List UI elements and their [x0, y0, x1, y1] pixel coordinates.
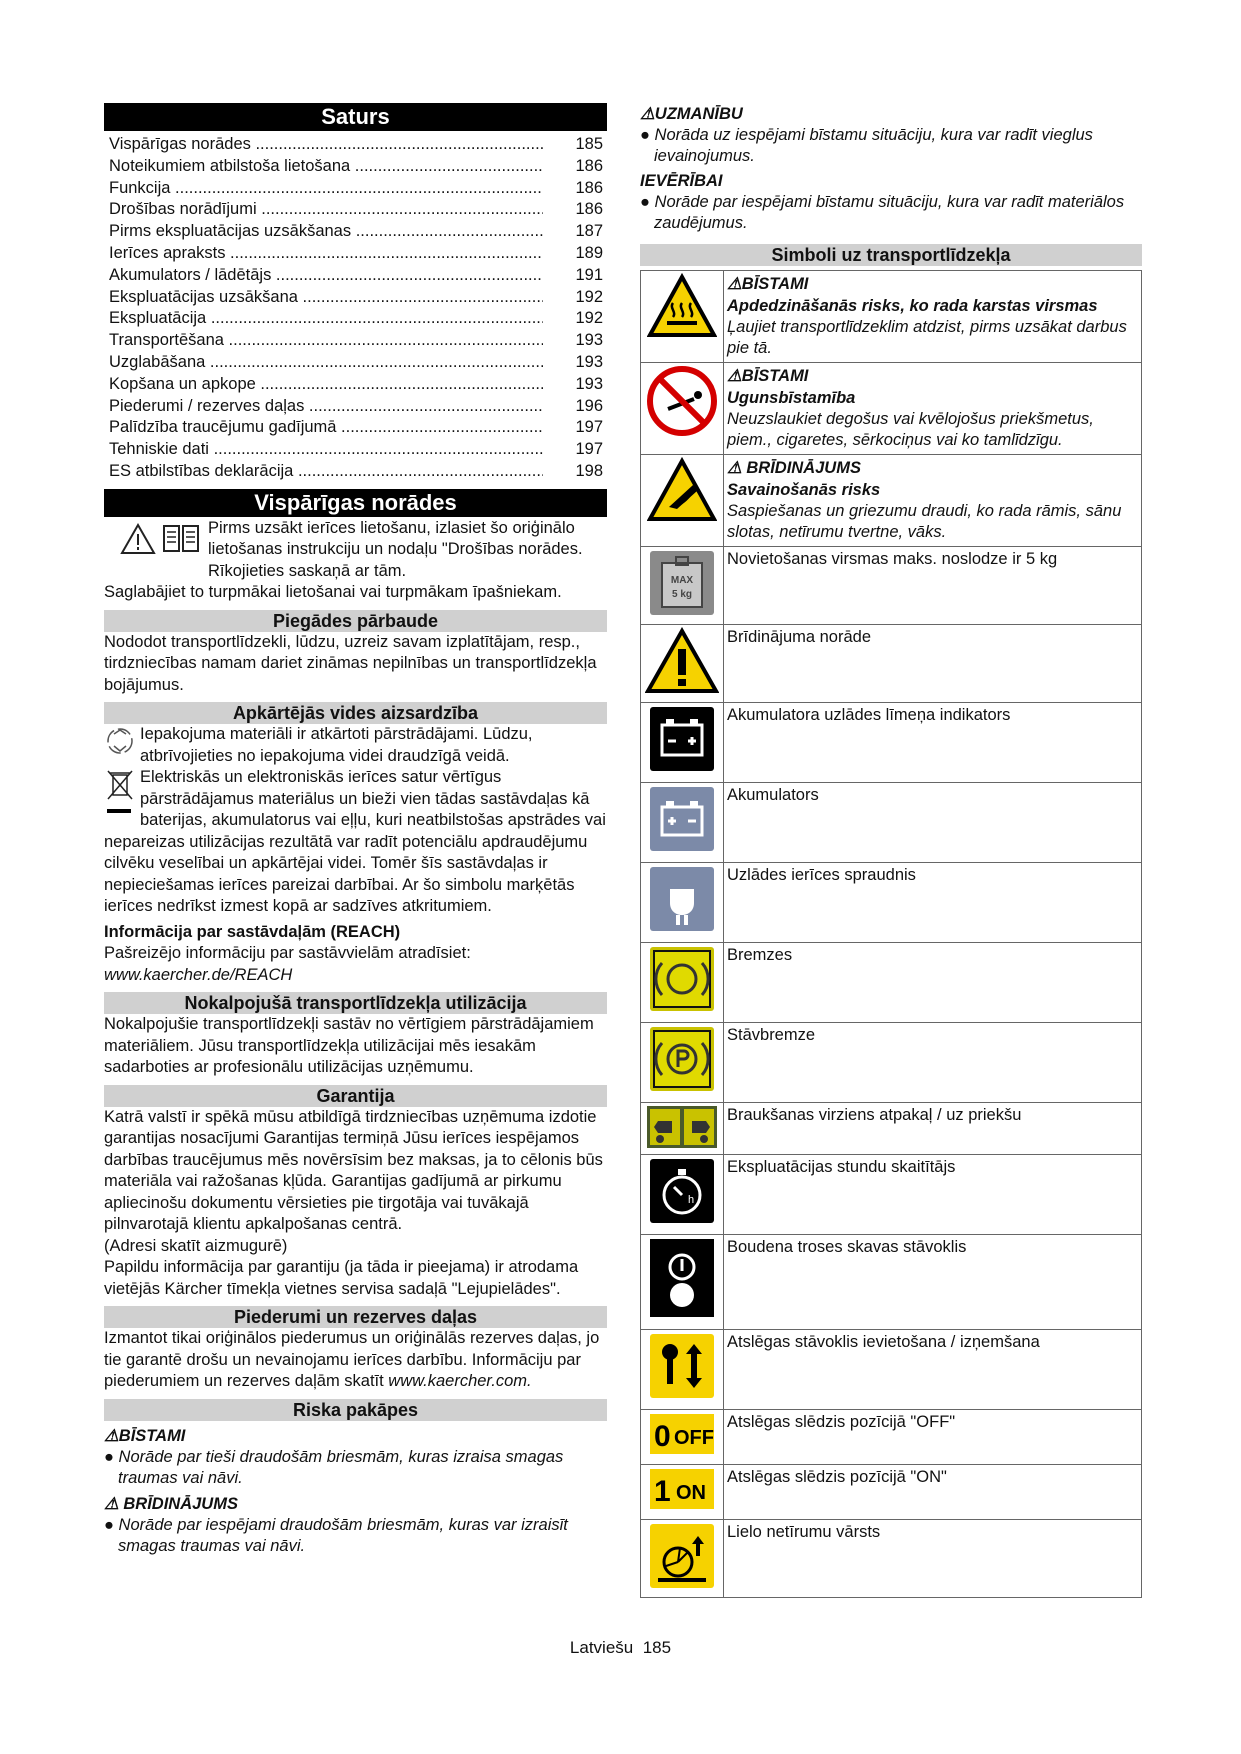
toc-item-page: 192 — [575, 309, 603, 328]
warranty-addr: (Adresi skatīt aizmugurē) — [104, 1236, 288, 1255]
symbol-text: Bremzes — [727, 946, 793, 964]
symbol-row — [641, 1410, 1142, 1465]
toc-item[interactable] — [104, 265, 607, 287]
symbol-description — [724, 943, 1142, 1023]
toc-item-title: Ekspluatācija ..... — [109, 308, 543, 330]
symbol-text: Akumulators — [727, 786, 819, 804]
reach-paragraph — [104, 943, 607, 986]
svg-text:h: h — [688, 1194, 695, 1206]
symbol-row — [641, 1023, 1142, 1103]
symbol-row — [641, 1330, 1142, 1410]
symbol-text: Atslēgas slēdzis pozīcijā "ON" — [727, 1468, 947, 1486]
symbol-row — [641, 271, 1142, 363]
disposal-title: Nokalpojušā transportlīdzekļa utilizācija — [104, 992, 607, 1014]
packaging-text: Iepakojuma materiāli ir atkārtoti pārstrādājami. Lūdzu, atbrīvojieties no iepakojuma videi draudzīgā veidā. — [140, 725, 533, 765]
key-insert-icon — [648, 1387, 716, 1404]
toc-item[interactable] — [104, 178, 607, 200]
symbol-subheading: Ugunsbīstamība — [727, 389, 856, 407]
toc-item[interactable] — [104, 461, 607, 483]
table-of-contents — [104, 134, 607, 483]
toc-item[interactable] — [104, 352, 607, 374]
fire-hazard-icon — [646, 424, 718, 441]
toc-item-title: Akumulators / lādētājs ..... — [109, 265, 543, 287]
symbol-subheading: Savainošanās risks — [727, 481, 881, 499]
symbol-row — [641, 625, 1142, 703]
bowden-flap-icon — [648, 1306, 716, 1323]
symbol-heading: ⚠BĪSTAMI — [727, 275, 809, 293]
toc-item-page: 189 — [575, 243, 603, 262]
toc-item-title: Transportēšana ..... — [109, 330, 543, 352]
reach-text: Pašreizējo informāciju par sastāvvielām atradīsiet: — [104, 944, 471, 963]
symbol-row — [641, 1520, 1142, 1598]
symbol-text: Saspiešanas un griezumu draudi, ko rada rāmis, sānu slotas, netīrumu tvertne, vāks. — [727, 502, 1122, 541]
max-load-label: MAX — [670, 575, 694, 586]
notice-heading: IEVĒRĪBAI — [640, 172, 723, 190]
warranty-text: Katrā valstī ir spēkā mūsu atbildīgā tirdzniecības uzņēmuma izdotie garantijas nosacījumi Garantijas termiņā Jūsu ierīces iespējamos darbības traucējumus mēs novērsīsim bez maksas, ja to cēlonis būs materiāla vai ražošanas kļūda. Garantijas gadījumā ar pirkumu apliecinošu dokumentu vērsieties pie tirgotāja vai tuvākajā pilnvarotajā klientu apkalpošanas centrā. — [104, 1107, 603, 1234]
symbol-subheading: Apdedzināšanās risks, ko rada karstas virsmas — [727, 297, 1098, 315]
page-number: 185 — [642, 1638, 672, 1657]
toc-title: Saturs — [104, 103, 607, 131]
warranty-title: Garantija — [104, 1085, 607, 1107]
toc-item-title: Vispārīgas norādes ..... — [109, 134, 543, 156]
symbol-text: Braukšanas virziens atpakaļ / uz priekšu — [727, 1106, 1022, 1124]
symbol-description — [724, 783, 1142, 863]
env-electrical — [104, 767, 607, 918]
symbol-row — [641, 863, 1142, 943]
disposal-text: Nokalpojušie transportlīdzekļi sastāv no vērtīgiem pārstrādājamiem materiāliem. Jūsu transportlīdzekļa utilizācijai mēs iesakām sadarboties ar profesionālu utilizācijas uzņēmumu. — [104, 1015, 594, 1077]
toc-item-page: 196 — [575, 396, 603, 415]
electrical-text: Elektriskās un elektroniskās ierīces satur vērtīgus pārstrādājamus materiālus un bieži vien tādas sastāvdaļas kā baterijas, akumulatorus vai eļļu, kuri neatbilstošas apstrādes vai nepareizas utilizācijas rezultātā var radīt potenciālu apdraudējumu cilvēku veselībai un apkārtējai videi. Tomēr šīs sastāvdaļas ir nepieciešamas ierīces pareizai darbībai. Ar šo simbolu marķētās ierīces nedrīkst izmest kopā ar sadzīves atkritumiem. — [104, 768, 606, 916]
symbols-title: Simboli uz transportlīdzekļa — [640, 244, 1142, 266]
symbol-heading: ⚠ BRĪDINĀJUMS — [727, 459, 861, 477]
toc-item-title: Piederumi / rezerves daļas ..... — [109, 396, 543, 418]
footer-language: Latviešu — [569, 1638, 634, 1657]
toc-item-page: 187 — [575, 222, 603, 241]
key-on-icon — [648, 1475, 716, 1515]
charger-plug-icon — [648, 920, 716, 937]
symbol-text: Novietošanas virsmas maks. noslodze ir 5 kg — [727, 550, 1058, 568]
toc-item[interactable] — [104, 417, 607, 439]
symbol-row — [641, 1235, 1142, 1330]
warning-triangle-icon — [120, 523, 156, 555]
symbol-row — [641, 783, 1142, 863]
symbol-description — [724, 547, 1142, 625]
toc-item[interactable] — [104, 287, 607, 309]
toc-item[interactable] — [104, 199, 607, 221]
delivery-text: Nododot transportlīdzekli, lūdzu, uzreiz savam izplatītājam, resp., tirdzniecības namam dariet zināmas nepilnības un transportlīdzekļa bojājumus. — [104, 632, 597, 694]
toc-item[interactable] — [104, 221, 607, 243]
symbol-text: Neuzslaukiet degošus vai kvēlojošus priekšmetus, piem., cigaretes, sērkociņus vai ko tamlīdzīgu. — [727, 410, 1094, 449]
direction-icon — [646, 1136, 718, 1153]
symbol-description — [724, 1520, 1142, 1598]
caution-heading: ⚠UZMANĪBU — [640, 105, 743, 123]
key-off-icon — [648, 1420, 716, 1460]
page-footer — [0, 1638, 1241, 1658]
toc-item-title: Ierīces apraksts ..... — [109, 243, 543, 265]
toc-item-title: Funkcija ..... — [109, 178, 543, 200]
toc-item-title: Noteikumiem atbilstoša lietošana ..... — [109, 156, 543, 178]
left-column — [104, 103, 607, 1557]
coarse-dirt-flap-icon — [648, 1577, 716, 1594]
intro-text: Pirms uzsākt ierīces lietošanu, izlasiet šo oriģinālo lietošanas instrukciju un nodaļu "Drošības norādes. Rīkojieties saskaņā ar tām. — [208, 518, 583, 580]
symbol-text: Ļaujiet transportlīdzeklim atdzist, pirms uzsākat darbus pie tā. — [727, 318, 1127, 357]
key-on-label: ON — [676, 1482, 706, 1504]
toc-item-page: 186 — [575, 178, 603, 197]
toc-item[interactable] — [104, 243, 607, 265]
general-intro — [104, 517, 607, 583]
symbol-heading: ⚠BĪSTAMI — [727, 367, 809, 385]
toc-item[interactable] — [104, 134, 607, 156]
danger-heading: ⚠BĪSTAMI — [104, 1426, 186, 1445]
toc-item-title: Drošības norādījumi ..... — [109, 199, 543, 221]
toc-item[interactable] — [104, 396, 607, 418]
toc-item-page: 186 — [575, 156, 603, 175]
toc-item-page: 198 — [575, 461, 603, 480]
toc-item[interactable] — [104, 156, 607, 178]
notice-text: ● Norāde par iespējami bīstamu situāciju, kura var radīt materiālos zaudējumus. — [640, 193, 1125, 232]
battery-level-icon — [648, 760, 716, 777]
symbol-row — [641, 1465, 1142, 1520]
key-on-digit: 1 — [654, 1475, 671, 1508]
toc-item-title: Tehniskie dati ..... — [109, 439, 543, 461]
symbol-row — [641, 363, 1142, 455]
hot-surface-icon — [647, 328, 717, 345]
symbol-description — [724, 1465, 1142, 1520]
accessories-link[interactable]: www.kaercher.com. — [388, 1372, 532, 1391]
symbol-text: Atslēgas stāvoklis ievietošana / izņemšana — [727, 1333, 1040, 1351]
symbol-row — [641, 1155, 1142, 1235]
symbol-description — [724, 1155, 1142, 1235]
symbol-description — [724, 863, 1142, 943]
symbol-description — [724, 363, 1142, 455]
warning-heading: ⚠ BRĪDINĀJUMS — [104, 1494, 238, 1513]
key-off-digit: 0 — [654, 1420, 671, 1453]
general-title: Vispārīgas norādes — [104, 489, 607, 517]
symbol-description — [724, 1330, 1142, 1410]
symbol-description — [724, 1103, 1142, 1155]
caution-text: ● Norāda uz iespējami bīstamu situāciju, kura var radīt vieglus ievainojumus. — [640, 126, 1093, 165]
danger-text: ● Norāde par tieši draudošām briesmām, kuras izraisa smagas traumas vai nāvi. — [104, 1447, 564, 1487]
warranty-more: Papildu informācija par garantiju (ja tāda ir pieejama) ir atrodama vietējās Kärcher tīmekļa vietnes servisa sadaļā "Lejupielādes". — [104, 1258, 579, 1298]
symbols-table — [640, 270, 1142, 1598]
toc-item-page: 185 — [575, 135, 603, 153]
toc-item-page: 193 — [575, 331, 603, 350]
battery-icon — [648, 840, 716, 857]
accessories-text: Izmantot tikai oriģinālos piederumus un oriģinālās rezerves daļas, jo tie garantē drošu un nevainojamu ierīces darbību. Informāciju par piederumiem un rezerves daļām skatīt — [104, 1329, 600, 1391]
symbol-text: Uzlādes ierīces spraudnis — [727, 866, 916, 884]
symbol-row — [641, 1103, 1142, 1155]
toc-item[interactable] — [104, 330, 607, 352]
symbol-row — [641, 455, 1142, 547]
symbol-description — [724, 1023, 1142, 1103]
symbol-row — [641, 547, 1142, 625]
toc-item[interactable] — [104, 308, 607, 330]
toc-item-page: 192 — [575, 287, 603, 306]
delivery-title: Piegādes pārbaude — [104, 610, 607, 632]
symbol-description — [724, 271, 1142, 363]
symbol-text: Stāvbremze — [727, 1026, 816, 1044]
symbol-row — [641, 943, 1142, 1023]
crossed-bin-icon — [104, 767, 136, 825]
symbol-description — [724, 455, 1142, 547]
toc-item-title: Ekspluatācijas uzsākšana ..... — [109, 287, 543, 309]
accessories-paragraph — [104, 1328, 607, 1393]
env-packaging — [104, 724, 607, 767]
risk-title: Riska pakāpes — [104, 1399, 607, 1421]
hour-meter-icon — [648, 1194, 716, 1229]
warning-text: ● Norāde par iespējami draudošām briesmām, kuras var izraisīt smagas traumas vai nāvi. — [104, 1515, 568, 1555]
intro-icons — [104, 517, 208, 583]
toc-item-title: Kopšana un apkope ..... — [109, 374, 543, 396]
recycling-icon — [104, 724, 136, 758]
symbol-text: Atslēgas slēdzis pozīcijā "OFF" — [727, 1413, 956, 1431]
crush-hazard-icon — [647, 512, 717, 529]
symbol-text: Boudena troses skavas stāvoklis — [727, 1238, 967, 1256]
toc-item[interactable] — [104, 374, 607, 396]
toc-item-page: 193 — [575, 352, 603, 371]
symbol-description — [724, 703, 1142, 783]
toc-item[interactable] — [104, 439, 607, 461]
brake-icon — [648, 1000, 716, 1017]
max-load-weight: 5 kg — [671, 589, 693, 600]
accessories-title: Piederumi un rezerves daļas — [104, 1306, 607, 1328]
symbol-text: Lielo netīrumu vārsts — [727, 1523, 881, 1541]
env-title: Apkārtējās vides aizsardzība — [104, 702, 607, 724]
warning-icon — [645, 682, 719, 699]
toc-item-title: Pirms ekspluatācijas uzsākšanas ..... — [109, 221, 543, 243]
toc-item-page: 193 — [575, 374, 603, 393]
max-load-icon — [648, 575, 716, 621]
symbol-description — [724, 1235, 1142, 1330]
symbol-description — [724, 625, 1142, 703]
toc-item-page: 197 — [575, 440, 603, 459]
symbol-text: Akumulatora uzlādes līmeņa indikators — [727, 706, 1011, 724]
toc-item-title: Palīdzība traucējumu gadījumā ..... — [109, 417, 543, 439]
right-column — [640, 103, 1142, 1598]
symbol-text: Brīdinājuma norāde — [727, 628, 872, 646]
keep-text: Saglabājiet to turpmākai lietošanai vai turpmākam īpašniekam. — [104, 583, 562, 602]
toc-item-page: 191 — [575, 265, 603, 284]
reach-title: Informācija par sastāvdaļām (REACH) — [104, 922, 401, 941]
toc-item-page: 186 — [575, 200, 603, 219]
toc-item-page: 197 — [575, 418, 603, 437]
toc-item-title: ES atbilstības deklarācija ..... — [109, 461, 543, 483]
manual-book-icon — [162, 523, 200, 555]
toc-item-title: Uzglabāšana ..... — [109, 352, 543, 374]
symbol-text: Ekspluatācijas stundu skaitītājs — [727, 1158, 956, 1176]
parking-brake-icon — [648, 1080, 716, 1097]
key-off-label: OFF — [674, 1427, 714, 1449]
symbol-description — [724, 1410, 1142, 1465]
reach-link[interactable]: www.kaercher.de/REACH — [104, 965, 293, 984]
symbol-row — [641, 703, 1142, 783]
